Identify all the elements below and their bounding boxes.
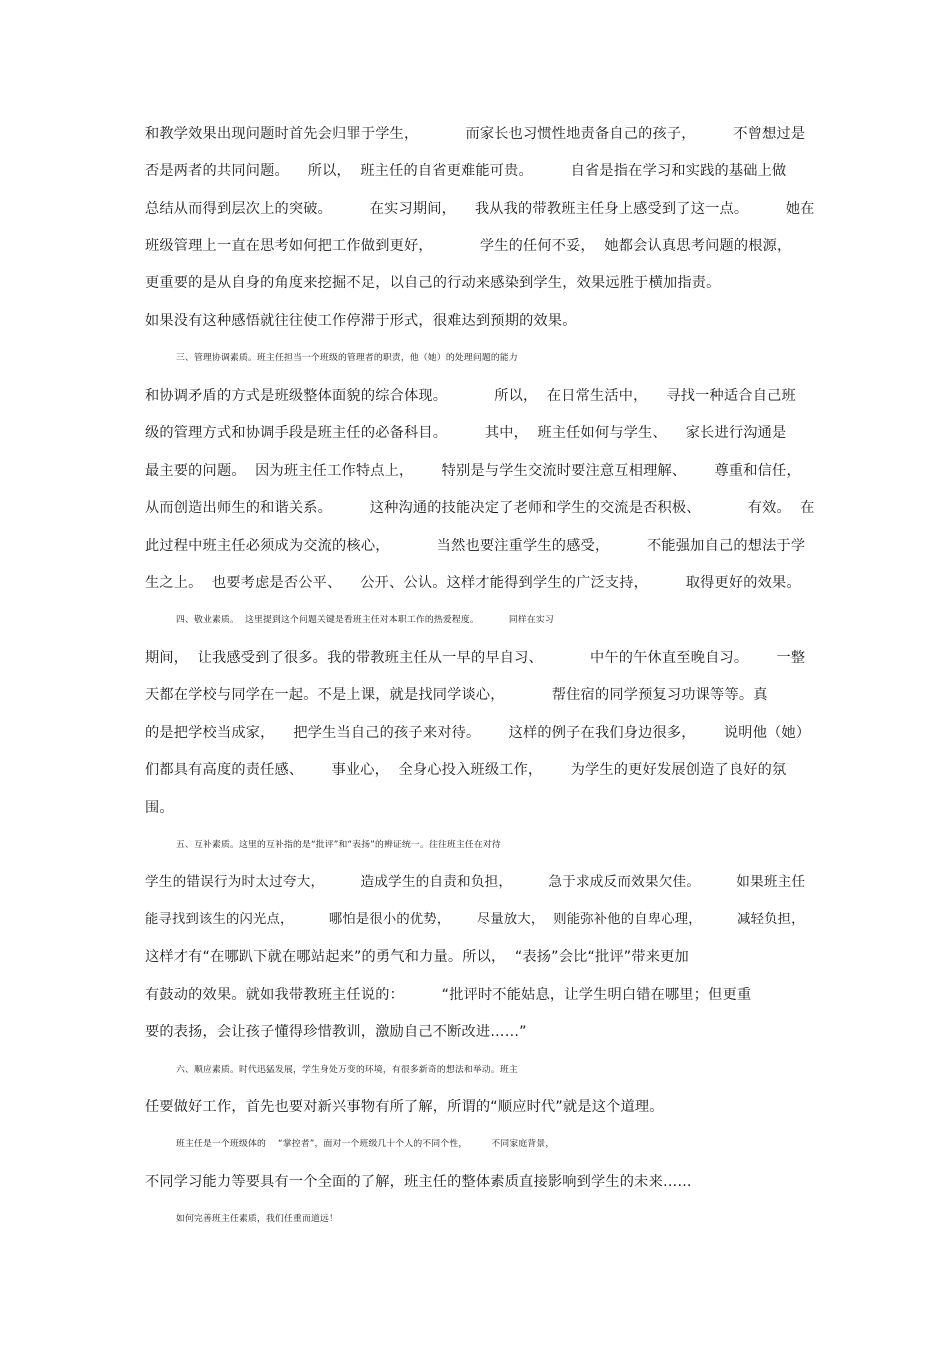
text-line: 能寻找到该生的闪光点， 哪怕是很小的优势， 尽量放大， 则能弥补他的自卑心理， 减轻负担， [145,912,805,927]
text-line: 期间， 让我感受到了很多。我的带教班主任从一早的早自习、 中午的午休直至晚自习。 一整 [145,650,806,666]
text-line: 围。 [145,800,174,816]
text-line: 和协调矛盾的方式是班级整体面貌的综合体现。 所以， 在日常生活中， 寻找一种适合自己班 [145,388,796,404]
text-line: 的是把学校当成家， 把学生当自己的孩子来对待。 这样的例子在我们身边很多， 说明他（她） [145,725,811,741]
section-heading-line: 六、顺应素质。时代迅猛发展，学生身处万变的环境，有很多新奇的想法和举动。班主 [176,1065,518,1075]
text-line: 这样才有“在哪趴下就在哪站起来”的勇气和力量。所以， “表扬”会比“批评”带来更加 [145,949,689,965]
text-line: 天都在学校与同学在一起。不是上课，就是找同学谈心， 帮住宿的同学预复习功课等等。真 [145,687,768,703]
text-line: 此过程中班主任必须成为交流的核心， 当然也要注重学生的感受， 不能强加自己的想法于学 [145,538,806,554]
text-line: 和教学效果出现问题时首先会归罪于学生， 而家长也习惯性地责备自己的孩子， 不曾想过是 [145,126,806,142]
text-line: 如果没有这种感悟就往往使工作停滞于形式，很难达到预期的效果。 [145,313,577,329]
section-heading-line: 三、管理协调素质。班主任担当一个班级的管理者的职责，他（她）的处理问题的能力 [176,353,518,363]
closing-line: 如何完善班主任素质，我们任重而道远！ [176,1214,338,1224]
text-line: 学生的错误行为时太过夸大， 造成学生的自责和负担， 急于求成反而效果欠佳。 如果班主任 [145,874,806,890]
text-line: 有鼓动的效果。就如我带教班主任说的： “批评时不能姑息，让学生明白错在哪里；但更重 [145,987,752,1003]
text-line: 否是两者的共同问题。 所以， 班主任的自省更难能可贵。 自省是指在学习和实践的基础上做 [145,163,787,179]
text-line: 从而创造出师生的和谐关系。 这种沟通的技能决定了老师和学生的交流是否积极、 有效。 在 [145,500,815,516]
text-line: 班主任是一个班级体的 “掌控者”，面对一个班级几十个人的不同个性， 不同家庭背景， [176,1139,555,1149]
section-heading-line: 四、敬业素质。 这里提到这个问题关键是看班主任对本职工作的热爱程度。 同样在实习 [176,615,554,625]
text-line: 不同学习能力等要具有一个全面的了解，班主任的整体素质直接影响到学生的未来…… [145,1174,692,1190]
text-line: 更重要的是从自身的角度来挖掘不足，以自己的行动来感染到学生，效果远胜于横加指责。 [145,275,721,291]
text-line: 总结从而得到层次上的突破。 在实习期间， 我从我的带教班主任身上感受到了这一点。 她在 [145,201,815,217]
text-line: 最主要的问题。 因为班主任工作特点上， 特别是与学生交流时要注意互相理解、 尊重和信任， [145,463,801,479]
text-line: 生之上。 也要考虑是否公平、 公开、公认。这样才能得到学生的广泛支持， 取得更好的效果。 [145,575,801,591]
text-line: 任要做好工作，首先也要对新兴事物有所了解，所谓的“顺应时代”就是这个道理。 [145,1099,664,1115]
text-line: 们都具有高度的责任感、 事业心， 全身心投入班级工作， 为学生的更好发展创造了良好的氛 [145,762,787,778]
text-line: 班级管理上一直在思考如何把工作做到更好， 学生的任何不妥， 她都会认真思考问题的根源， [145,238,792,254]
text-line: 级的管理方式和协调手段是班主任的必备科目。 其中， 班主任如何与学生、 家长进行沟通是 [145,425,787,441]
section-heading-line: 五、互补素质。这里的互补指的是“批评”和“表扬”的辨证统一。往往班主任在对待 [176,840,501,850]
text-line: 要的表扬，会让孩子懂得珍惜教训，激励自己不断改进……” [145,1024,527,1040]
